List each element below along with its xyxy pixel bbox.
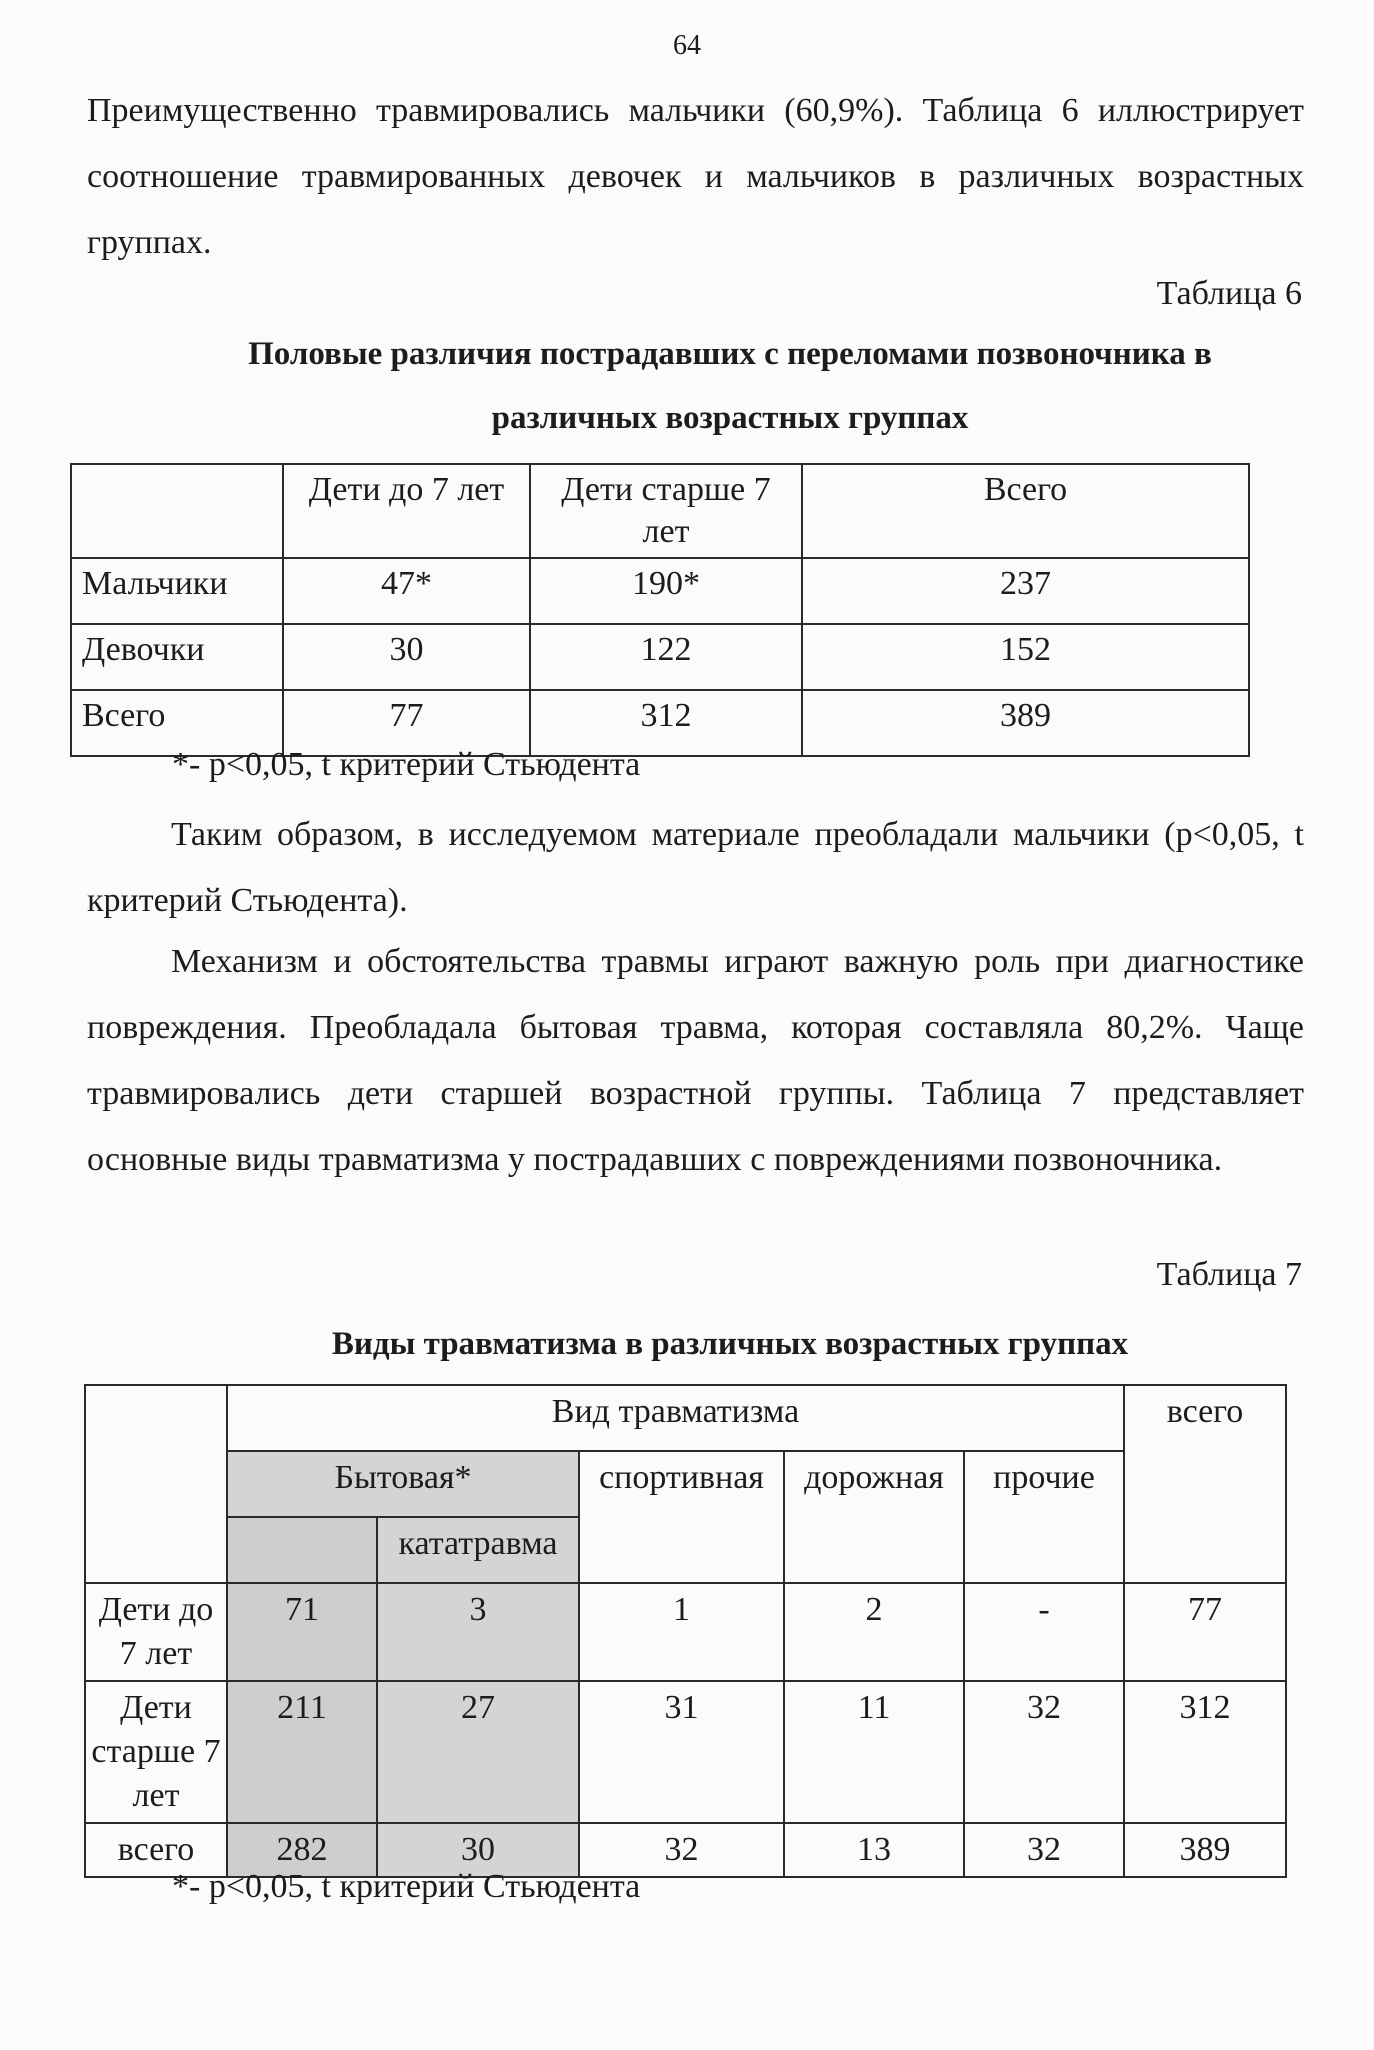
table-cell: 31 — [579, 1681, 784, 1823]
table-cell: 389 — [1124, 1823, 1286, 1877]
table7 — [84, 1384, 1287, 1878]
page-number: 64 — [673, 30, 701, 61]
table7-footnote: *- p<0,05, t критерий Стьюдента — [172, 1868, 641, 1905]
table-cell: 282 — [227, 1823, 377, 1877]
table-row — [85, 1681, 1286, 1823]
row-label: Мальчики — [71, 558, 283, 624]
table6-footnote: *- p<0,05, t критерий Стьюдента — [172, 746, 641, 783]
table-cell: 1 — [579, 1583, 784, 1681]
table-cell: 211 — [227, 1681, 377, 1823]
table-cell: 2 — [784, 1583, 964, 1681]
table-cell: 122 — [530, 624, 802, 690]
row-label: Дети старше 7 лет — [85, 1681, 227, 1823]
table-header-cell: кататравма — [377, 1517, 579, 1583]
row-label: Девочки — [71, 624, 283, 690]
table-cell: - — [964, 1583, 1124, 1681]
table-cell: 32 — [964, 1823, 1124, 1877]
table-header-cell: Дети старше 7 лет — [530, 464, 802, 558]
table-header-row — [71, 464, 1249, 558]
table-cell: 11 — [784, 1681, 964, 1823]
table-row — [85, 1583, 1286, 1681]
row-label: Всего — [71, 690, 283, 756]
table-cell: 32 — [579, 1823, 784, 1877]
table-cell: 77 — [283, 690, 530, 756]
table-cell: 190* — [530, 558, 802, 624]
table6-label: Таблица 6 — [1156, 275, 1302, 312]
table-cell: 32 — [964, 1681, 1124, 1823]
table-header-cell: Дети до 7 лет — [283, 464, 530, 558]
table-header-cell: дорожная — [784, 1451, 964, 1583]
table-cell: 152 — [802, 624, 1249, 690]
table-header-cell: Бытовая* — [227, 1451, 579, 1517]
table-cell — [71, 464, 283, 558]
table-header-cell: прочие — [964, 1451, 1124, 1583]
table-cell — [227, 1517, 377, 1583]
row-label: всего — [85, 1823, 227, 1877]
table-header-cell: всего — [1124, 1385, 1286, 1583]
table-header-cell: Вид травматизма — [227, 1385, 1124, 1451]
table-cell: 13 — [784, 1823, 964, 1877]
table-cell: 47* — [283, 558, 530, 624]
table-cell: 30 — [283, 624, 530, 690]
row-label: Дети до 7 лет — [85, 1583, 227, 1681]
table-header-row — [85, 1385, 1286, 1451]
table6-caption: Половые различия пострадавших с переломами позвоночника в различных возрастных группах — [248, 336, 1212, 436]
table-row — [71, 558, 1249, 624]
table-header-cell: спортивная — [579, 1451, 784, 1583]
table-header-cell: Всего — [802, 464, 1249, 558]
paragraph-conclusion: Таким образом, в исследуемом материале преобладали мальчики (p<0,05, t критерий Стьюдента). — [87, 816, 1304, 919]
table-cell — [85, 1385, 227, 1583]
table7-label: Таблица 7 — [1156, 1256, 1302, 1293]
table-cell: 27 — [377, 1681, 579, 1823]
table7-caption: Виды травматизма в различных возрастных группах — [331, 1326, 1129, 1362]
table-cell: 77 — [1124, 1583, 1286, 1681]
table-row — [71, 624, 1249, 690]
table-cell: 237 — [802, 558, 1249, 624]
table-cell: 312 — [1124, 1681, 1286, 1823]
table-cell: 389 — [802, 690, 1249, 756]
table-cell: 312 — [530, 690, 802, 756]
paragraph-intro: Преимущественно травмировались мальчики (60,9%). Таблица 6 иллюстрирует соотношение травмированных девочек и мальчиков в различных возрастных группах. — [87, 92, 1304, 261]
table6 — [70, 463, 1250, 757]
table-cell: 71 — [227, 1583, 377, 1681]
table-header-row — [85, 1451, 1286, 1517]
table-cell: 30 — [377, 1823, 579, 1877]
paragraph-mechanism: Механизм и обстоятельства травмы играют важную роль при диагностике повреждения. Преобладала бытовая травма, которая составляла 80,2%. Чаще травмировались дети старшей возрастной группы. Таблица 7 представляет основные виды травматизма у пострадавших с повреждениями позвоночника. — [87, 943, 1304, 1178]
table-cell: 3 — [377, 1583, 579, 1681]
